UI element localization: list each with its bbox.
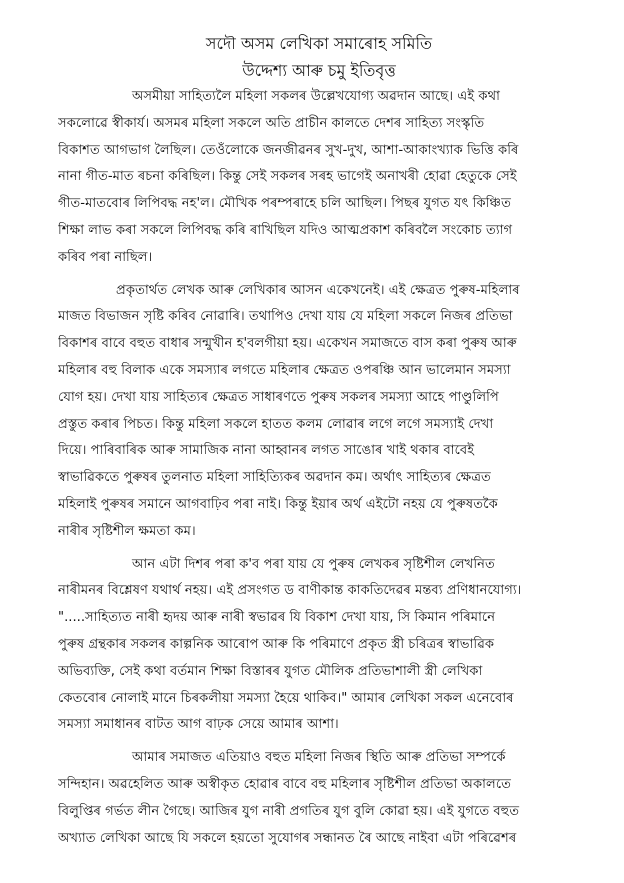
paragraph-line: স্বাভাৱিকতে পুৰুষৰ তুলনাত মহিলা সাহিত্যিকৰ অৱদান কম। অৰ্থাৎ সাহিত্যৰ ক্ষেত্ৰত — [58, 470, 491, 486]
paragraph-line: ".....সাহিত্যত নাৰী হৃদয় আৰু নাৰী স্বভাৱৰ যি বিকাশ দেখা যায়, সি কিমান পৰিমানে — [58, 610, 496, 626]
paragraph-line: আন এটা দিশৰ পৰা ক'ব পৰা যায় যে পুৰুষ লেখকৰ সৃষ্টিশীল লেখনিত — [132, 556, 495, 572]
paragraph-line: যোগ হয়। দেখা যায় সাহিত্যৰ ক্ষেত্ৰত সাধাৰণতে পুৰুষ সকলৰ সমস্যা আহে পাণ্ডুলিপি — [58, 389, 499, 405]
paragraph-line: পুৰুষ গ্ৰন্থকাৰ সকলৰ কাল্পনিক আৰোপ আৰু কি পৰিমাণে প্ৰকৃত স্ত্ৰী চৰিত্ৰৰ স্বাভাৱিক — [58, 636, 495, 652]
paragraph-line: অভিব্যক্তি, সেই কথা বৰ্তমান শিক্ষা বিস্তাৰৰ যুগত মৌলিক প্ৰতিভাশালী স্ত্ৰী লেখিকা — [58, 663, 483, 679]
document-subtitle: উদ্দেশ্য আৰু চমু ইতিবৃত্ত — [242, 61, 396, 80]
paragraph-line: সন্দিহান। অৱহেলিত আৰু অস্বীকৃত হোৱাৰ বাবে বহু মহিলাৰ সৃষ্টিশীল প্ৰতিভা অকালতে — [58, 776, 512, 792]
paragraph-line: প্ৰকৃতাৰ্থত লেখক আৰু লেখিকাৰ আসন একেখনেই। এই ক্ষেত্ৰত পুৰুষ-মহিলাৰ — [116, 282, 520, 298]
paragraph-line: বিকাশৰ বাবে বহুত বাধাৰ সন্মুখীন হ'বলগীয়া হয়। একেখন সমাজতে বাস কৰা পুৰুষ আৰু — [58, 336, 517, 352]
paragraph-line: প্ৰস্তুত কৰাৰ পিচত। কিন্তু মহিলা সকলে হাতত কলম লোৱাৰ লগে লগে সমস্যাই দেখা — [58, 416, 494, 432]
paragraph-4 — [58, 745, 580, 852]
paragraph-line: কেতবোৰ নোলাই মানে চিৰকলীয়া সমস্যা হৈয়ে থাকিব।" আমাৰ লেখিকা সকল এনেবোৰ — [58, 690, 514, 706]
paragraph-line: বিকাশত আগভাগ লৈছিল। তেওঁলোকে জনজীৱনৰ সুখ-দুখ, আশা-আকাংখ্যাক ভিত্তি কৰি — [58, 142, 519, 158]
paragraph-line: সমস্যা সমাধানৰ বাটত আগ বাঢ়ক সেয়ে আমাৰ আশা। — [58, 717, 339, 733]
paragraph-line: গীত-মাতবোৰ লিপিবদ্ধ নহ'ল। মৌখিক পৰম্পৰাহে চলি আছিল। পিছৰ যুগত যৎ কিঞ্চিত — [58, 196, 511, 212]
paragraph-line: অসমীয়া সাহিত্যলৈ মহিলা সকলৰ উল্লেখযোগ্য অৱদান আছে। এই কথা — [132, 89, 500, 104]
paragraph-line: দিয়ে। পাৰিবাৰিক আৰু সামাজিক নানা আহ্বানৰ লগত সাঙোৰ খাই থকাৰ বাবেই — [58, 443, 475, 459]
paragraph-line: নানা গীত-মাত ৰচনা কৰিছিল। কিন্তু সেই সকলৰ সৰহ ভাগেই অনাখৰী হোৱা হেতুকে সেই — [58, 169, 517, 185]
paragraph-line: নাৰীমনৰ বিশ্লেষণ যথাৰ্থ নহয়। এই প্ৰসংগত ড বাণীকান্ত কাকতিদেৱৰ মন্তব্য প্ৰণিধানযোগ্য। — [58, 583, 522, 599]
paragraph-2 — [58, 278, 580, 546]
paragraph-line: মহিলাৰ বহু বিলাক একে সমস্যাৰ লগতে মহিলাৰ ক্ষেত্ৰত ওপৰঞ্চি আন ভালেমান সমস্যা — [58, 362, 511, 378]
paragraph-line: কৰিব পৰা নাছিল। — [58, 249, 153, 265]
paragraph-line: বিলুপ্তিৰ গৰ্ভত লীন গৈছে। আজিৰ যুগ নাৰী প্ৰগতিৰ যুগ বুলি কোৱা হয়। এই যুগতে বহুত — [58, 803, 520, 819]
paragraph-line: নাৰীৰ সৃষ্টিশীল ক্ষমতা কম। — [58, 523, 196, 539]
paragraph-line: মাজত বিভাজন সৃষ্টি কৰিব নোৱাৰি। তথাপিও দেখা যায় যে মহিলা সকলে নিজৰ প্ৰতিভা — [58, 309, 513, 325]
paragraph-1 — [58, 84, 580, 272]
paragraph-line: শিক্ষা লাভ কৰা সকলে লিপিবদ্ধ কৰি ৰাখিছিল যদিও আত্মপ্ৰকাশ কৰিবলৈ সংকোচ ত্যাগ — [58, 222, 513, 238]
paragraph-line: সকলোৱে স্বীকাৰ্য। অসমৰ মহিলা সকলে অতি প্ৰাচীন কালতে দেশৰ সাহিত্য সংস্কৃতি — [58, 115, 485, 131]
paragraph-line: আমাৰ সমাজত এতিয়াও বহুত মহিলা নিজৰ স্থিতি আৰু প্ৰতিভা সম্পৰ্কে — [132, 750, 506, 766]
document-title: সদৌ অসম লেখিকা সমাৰোহ সমিতি — [205, 34, 433, 53]
paragraph-3 — [58, 552, 580, 740]
paragraph-line: মহিলাই পুৰুষৰ সমানে আগবাঢ়িব পৰা নাই। কিন্তু ইয়াৰ অৰ্থ এইটো নহয় যে পুৰুষতকৈ — [58, 496, 498, 512]
paragraph-line: অখ্যাত লেখিকা আছে যি সকলে হয়তো সুযোগৰ সন্ধানত ৰৈ আছে নাইবা এটা পৰিৱেশৰ — [58, 830, 517, 846]
